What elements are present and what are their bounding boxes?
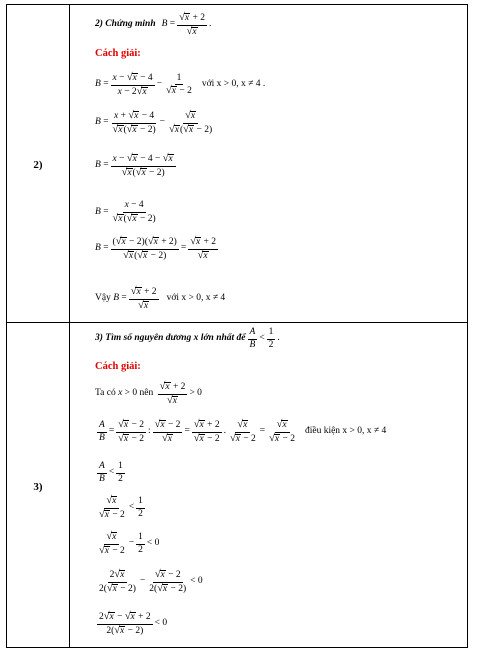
part-3-heading: 3) Tìm số nguyên dương x lớn nhất để $\frac{A}{B}$ < $\frac{1}{2}$ . <box>95 327 280 350</box>
eq-2-1: B = x − √ x − 4 x − 2 √ x − 1 √ x − 2 với x > 0, x ≠ 4 . <box>95 72 266 97</box>
eq-2-4: B = x − 4 √ x ( √ x − 2) <box>95 200 156 224</box>
row-number-2: 2) <box>33 159 43 171</box>
eq-3-2: $\frac{A}{B}$ = √ x − 2 √ x − 2 : √ x − 2 √ x = √ x + 2 √ x − 2 . √ x √ x − 2 = √ x √ x − 2 điều kiện x > 0, x ≠ 4 <box>99 419 387 444</box>
column-divider <box>69 5 70 647</box>
conclusion-2: Vậy B = √ x + 2 √ x với x > 0, x ≠ 4 <box>95 286 226 311</box>
part-3-method: Cách giải: <box>95 361 141 372</box>
eq-3-7: 2 √ x − √ x + 2 2( √ x − 2) < 0 <box>99 611 168 636</box>
row-number-3: 3) <box>33 481 43 493</box>
eq-2-3: B = x − √ x − 4 − √ x √ x ( √ x − 2) <box>95 154 178 178</box>
part-2-method: Cách giải: <box>95 48 141 59</box>
row-divider <box>7 322 467 323</box>
eq-3-5: √ x √ x − 2 − $\frac{1}{2}$ < 0 <box>99 531 160 556</box>
part-2-heading: 2) Chứng minh B = √ x + 2 √ x . <box>95 12 212 37</box>
eq-3-1: Ta có x > 0 nên √ x + 2 √ x > 0 <box>95 381 202 406</box>
eq-2-5: B = ( √ x − 2)( √ x + 2) √ x ( √ x − 2) = √ x + 2 √ x <box>95 236 217 261</box>
eq-3-6: 2 √ x 2( √ x − 2) − √ x − 2 2( √ x − 2) < 0 <box>99 569 203 594</box>
eq-2-2: B = x + √ x − 4 √ x ( √ x − 2) − √ x √ x ( √ x − 2) <box>95 110 213 135</box>
eq-3-3: $\frac{A}{B}$ < $\frac{1}{2}$ <box>99 461 123 484</box>
solution-table <box>6 4 468 648</box>
eq-3-4: √ x √ x − 2 < $\frac{1}{2}$ <box>99 495 143 520</box>
